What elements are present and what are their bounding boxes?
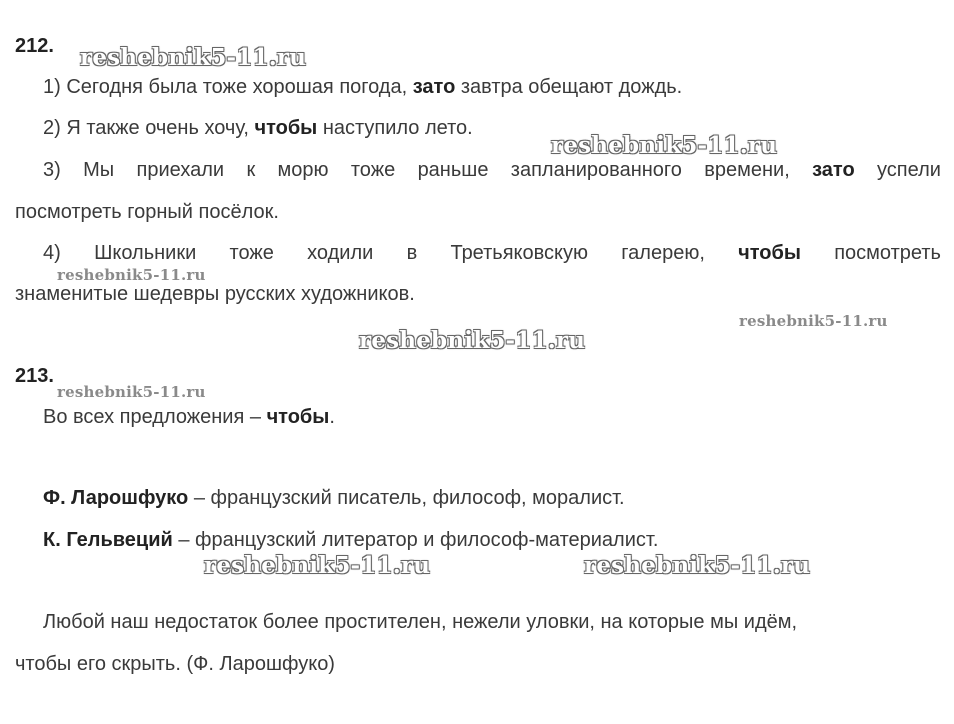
person-2: К. Гельвеций – французский литератор и философ-материалист. xyxy=(43,529,659,551)
watermark: reshebnik5-11.ru xyxy=(584,552,811,579)
watermark: reshebnik5-11.ru xyxy=(204,552,431,579)
watermark: reshebnik5-11.ru xyxy=(80,44,307,71)
person-1: Ф. Ларошфуко – французский писатель, философ, моралист. xyxy=(43,487,625,509)
quote-line-1: Любой наш недостаток более простителен, нежели уловки, на которые мы идём, xyxy=(43,611,798,633)
watermark: reshebnik5-11.ru xyxy=(57,383,206,401)
sentence-3-line-1: 3) Мы приехали к морю тоже раньше запланированного времени, зато успели xyxy=(43,159,941,181)
task-number-213: 213. xyxy=(15,365,54,387)
sentence-4-line-1: 4) Школьники тоже ходили в Третьяковскую галерею, чтобы посмотреть xyxy=(43,242,941,264)
sentence-3-line-2: посмотреть горный посёлок. xyxy=(15,201,279,223)
watermark: reshebnik5-11.ru xyxy=(57,266,206,284)
sentence-4-line-2: знаменитые шедевры русских художников. xyxy=(15,283,415,305)
sentence-2: 2) Я также очень хочу, чтобы наступило лето. xyxy=(43,117,473,139)
answer-line: Во всех предложения – чтобы. xyxy=(43,406,335,428)
watermark: reshebnik5-11.ru xyxy=(359,327,586,354)
watermark: reshebnik5-11.ru xyxy=(739,312,888,330)
task-number-212: 212. xyxy=(15,35,54,57)
sentence-1: 1) Сегодня была тоже хорошая погода, зато завтра обещают дождь. xyxy=(43,76,683,98)
quote-line-2: чтобы его скрыть. (Ф. Ларошфуко) xyxy=(15,653,335,675)
watermark: reshebnik5-11.ru xyxy=(551,132,778,159)
